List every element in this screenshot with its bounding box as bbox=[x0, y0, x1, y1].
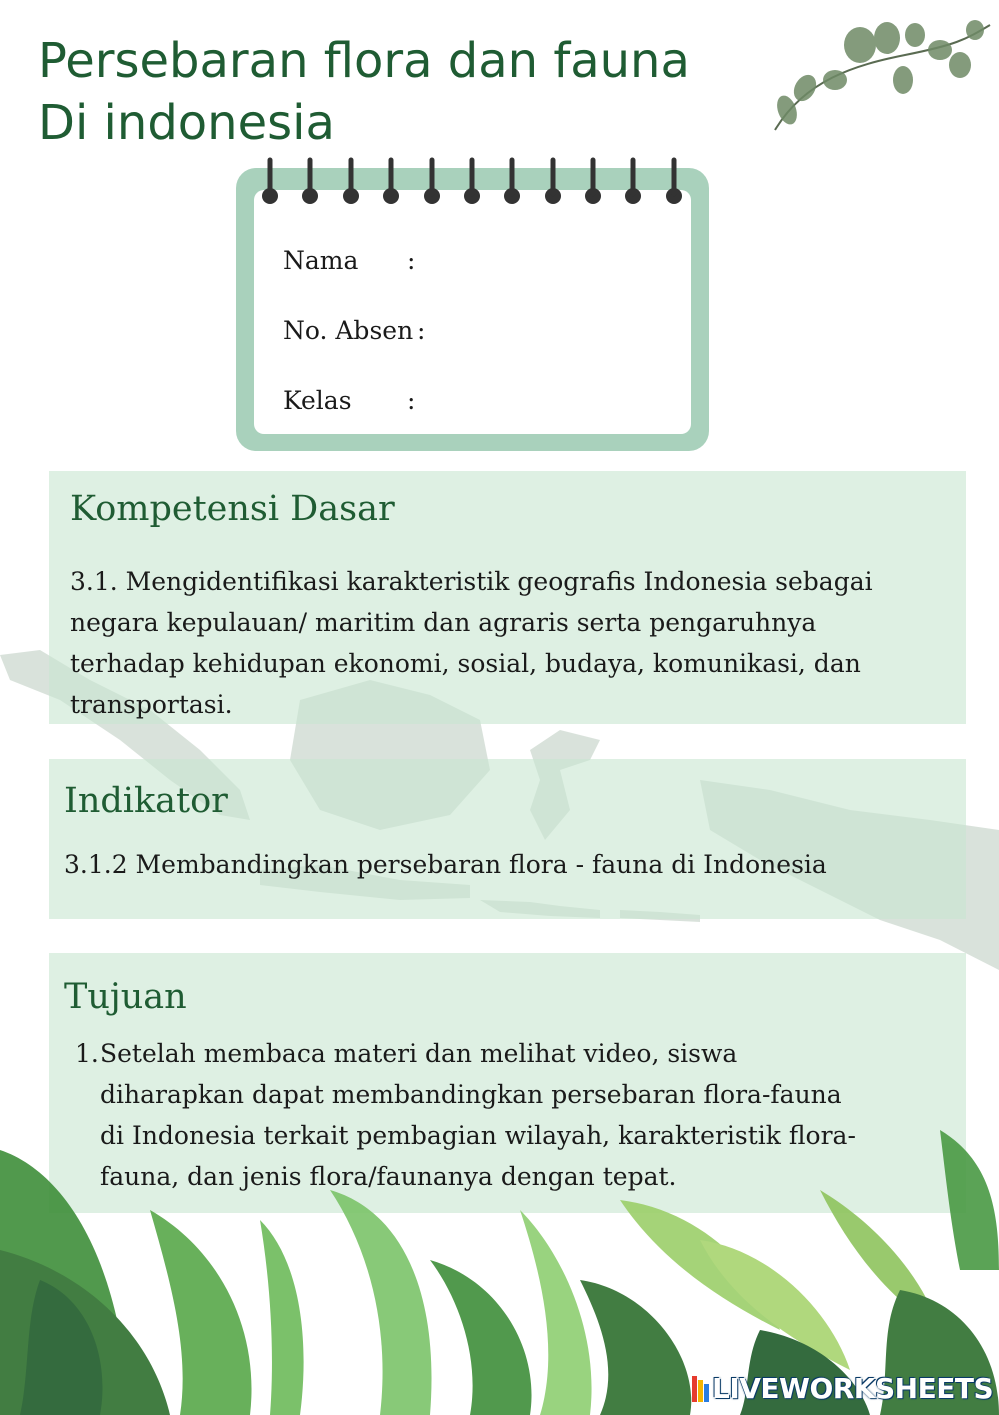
kompetensi-dasar-heading: Kompetensi Dasar bbox=[70, 489, 395, 529]
kompetensi-line: negara kepulauan/ maritim dan agraris serta pengaruhnya bbox=[70, 608, 817, 637]
tujuan-line: di Indonesia terkait pembagian wilayah, karakteristik flora- bbox=[100, 1121, 856, 1150]
tujuan-line: diharapkan dapat membandingkan persebaran flora-fauna bbox=[100, 1080, 842, 1109]
watermark-text: LIVEWORKSHEETS bbox=[712, 1372, 994, 1405]
liveworksheets-watermark bbox=[692, 1372, 993, 1405]
indikator-panel bbox=[49, 759, 966, 919]
kompetensi-line: terhadap kehidupan ekonomi, sosial, budaya, komunikasi, dan bbox=[70, 649, 861, 678]
field-no-absen-label: No. Absen bbox=[283, 316, 414, 345]
kompetensi-line: transportasi. bbox=[70, 690, 233, 719]
field-nama-label: Nama bbox=[283, 246, 359, 275]
field-nama-colon: : bbox=[407, 246, 416, 275]
field-nama bbox=[283, 246, 416, 275]
field-kelas-label: Kelas bbox=[283, 386, 352, 415]
field-kelas bbox=[283, 386, 416, 415]
eucalyptus-branch-illustration bbox=[765, 10, 995, 140]
tujuan-line: Setelah membaca materi dan melihat video, siswa bbox=[100, 1039, 738, 1068]
field-no-absen bbox=[283, 316, 426, 345]
title-line-1: Persebaran flora dan fauna bbox=[38, 33, 690, 89]
tujuan-heading: Tujuan bbox=[64, 977, 187, 1017]
indikator-heading: Indikator bbox=[64, 781, 228, 821]
field-no-absen-colon: : bbox=[417, 316, 426, 345]
tujuan-list-number: 1. bbox=[75, 1039, 99, 1068]
liveworksheets-logo-icon bbox=[692, 1376, 710, 1402]
kompetensi-line: 3.1. Mengidentifikasi karakteristik geografis Indonesia sebagai bbox=[70, 567, 873, 596]
kompetensi-dasar-panel bbox=[49, 471, 966, 724]
student-info-notebook bbox=[236, 168, 709, 451]
field-kelas-colon: : bbox=[407, 386, 416, 415]
page-title bbox=[38, 30, 690, 154]
indikator-text: 3.1.2 Membandingkan persebaran flora - fauna di Indonesia bbox=[64, 850, 827, 879]
kompetensi-dasar-text bbox=[70, 561, 873, 725]
notebook-page bbox=[254, 190, 691, 434]
tujuan-line: fauna, dan jenis flora/faunanya dengan tepat. bbox=[100, 1162, 677, 1191]
spiral-binding-icon bbox=[236, 156, 709, 216]
title-line-2: Di indonesia bbox=[38, 95, 335, 151]
